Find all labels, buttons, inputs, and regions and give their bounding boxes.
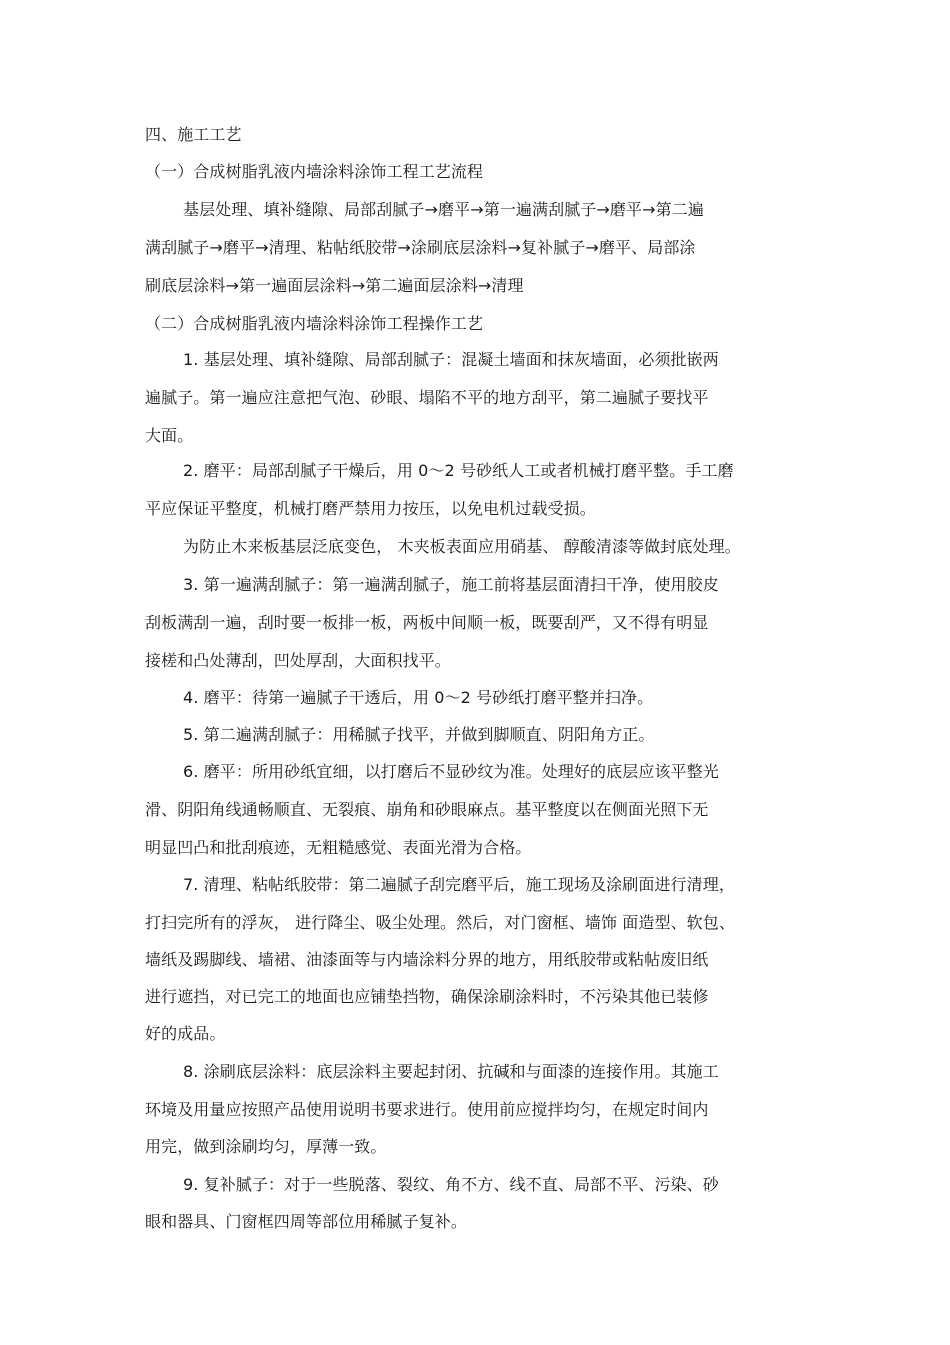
item3-line-2: 刮板满刮一遍，刮时要一板排一板，两板中间顺一板，既要刮严，又不得有明显 (145, 613, 709, 632)
item5-line: 5. 第二遍满刮腻子：用稀腻子找平，并做到脚顺直、阴阳角方正。 (183, 725, 655, 744)
item3-line-3: 接槎和凸处薄刮，凹处厚刮，大面积找平。 (145, 651, 451, 670)
item1-line-2: 遍腻子。第一遍应注意把气泡、砂眼、塌陷不平的地方刮平，第二遍腻子要找平 (145, 388, 709, 407)
item6-line-1: 6. 磨平：所用砂纸宜细，以打磨后不显砂纹为准。处理好的底层应该平整光 (183, 762, 719, 781)
item4-line: 4. 磨平：待第一遍腻子干透后，用 0～2 号砂纸打磨平整并扫净。 (183, 688, 654, 707)
note-line: 为防止木来板基层泛底变色， 木夹板表面应用硝基、 醇酸清漆等做封底处理。 (183, 537, 741, 556)
item7-line-4: 进行遮挡，对已完工的地面也应铺垫挡物，确保涂刷涂料时，不污染其他已装修 (145, 987, 709, 1006)
section-heading: 四、施工工艺 (145, 125, 242, 144)
item1-line-3: 大面。 (145, 426, 194, 445)
item6-line-3: 明显凹凸和批刮痕迹，无粗糙感觉、表面光滑为合格。 (145, 838, 532, 857)
flow-line-1: 基层处理、填补缝隙、局部刮腻子→磨平→第一遍满刮腻子→磨平→第二遍 (183, 200, 704, 219)
item7-line-2: 打扫完所有的浮灰， 进行降尘、吸尘处理。然后，对门窗框、墙饰 面造型、软包、 (145, 913, 735, 932)
item7-line-3: 墙纸及踢脚线、墙裙、油漆面等与内墙涂料分界的地方，用纸胶带或粘帖废旧纸 (145, 950, 709, 969)
item1-line-1: 1. 基层处理、填补缝隙、局部刮腻子：混凝土墙面和抹灰墙面，必须批嵌两 (183, 350, 719, 369)
item9-line-2: 眼和器具、门窗框四周等部位用稀腻子复补。 (145, 1212, 468, 1231)
sub1-heading: （一）合成树脂乳液内墙涂料涂饰工程工艺流程 (145, 162, 484, 181)
item9-line-1: 9. 复补腻子：对于一些脱落、裂纹、角不方、线不直、局部不平、污染、砂 (183, 1175, 719, 1194)
item7-line-5: 好的成品。 (145, 1024, 226, 1043)
item8-line-1: 8. 涂刷底层涂料：底层涂料主要起封闭、抗碱和与面漆的连接作用。其施工 (183, 1062, 719, 1081)
item8-line-3: 用完，做到涂刷均匀，厚薄一致。 (145, 1137, 387, 1156)
item2-line-1: 2. 磨平：局部刮腻子干燥后，用 0～2 号砂纸人工或者机械打磨平整。手工磨 (183, 461, 734, 480)
item6-line-2: 滑、阴阳角线通畅顺直、无裂痕、崩角和砂眼麻点。基平整度以在侧面光照下无 (145, 800, 709, 819)
item3-line-1: 3. 第一遍满刮腻子：第一遍满刮腻子，施工前将基层面清扫干净，使用胶皮 (183, 575, 719, 594)
flow-line-2: 满刮腻子→磨平→清理、粘帖纸胶带→涂刷底层涂料→复补腻子→磨平、局部涂 (145, 238, 696, 257)
item7-line-1: 7. 清理、粘帖纸胶带：第二遍腻子刮完磨平后，施工现场及涂刷面进行清理， (183, 875, 735, 894)
sub2-heading: （二）合成树脂乳液内墙涂料涂饰工程操作工艺 (145, 314, 484, 333)
flow-line-3: 刷底层涂料→第一遍面层涂料→第二遍面层涂料→清理 (145, 276, 524, 295)
item8-line-2: 环境及用量应按照产品使用说明书要求进行。使用前应搅拌均匀，在规定时间内 (145, 1100, 709, 1119)
item2-line-2: 平应保证平整度，机械打磨严禁用力按压，以免电机过载受损。 (145, 499, 596, 518)
